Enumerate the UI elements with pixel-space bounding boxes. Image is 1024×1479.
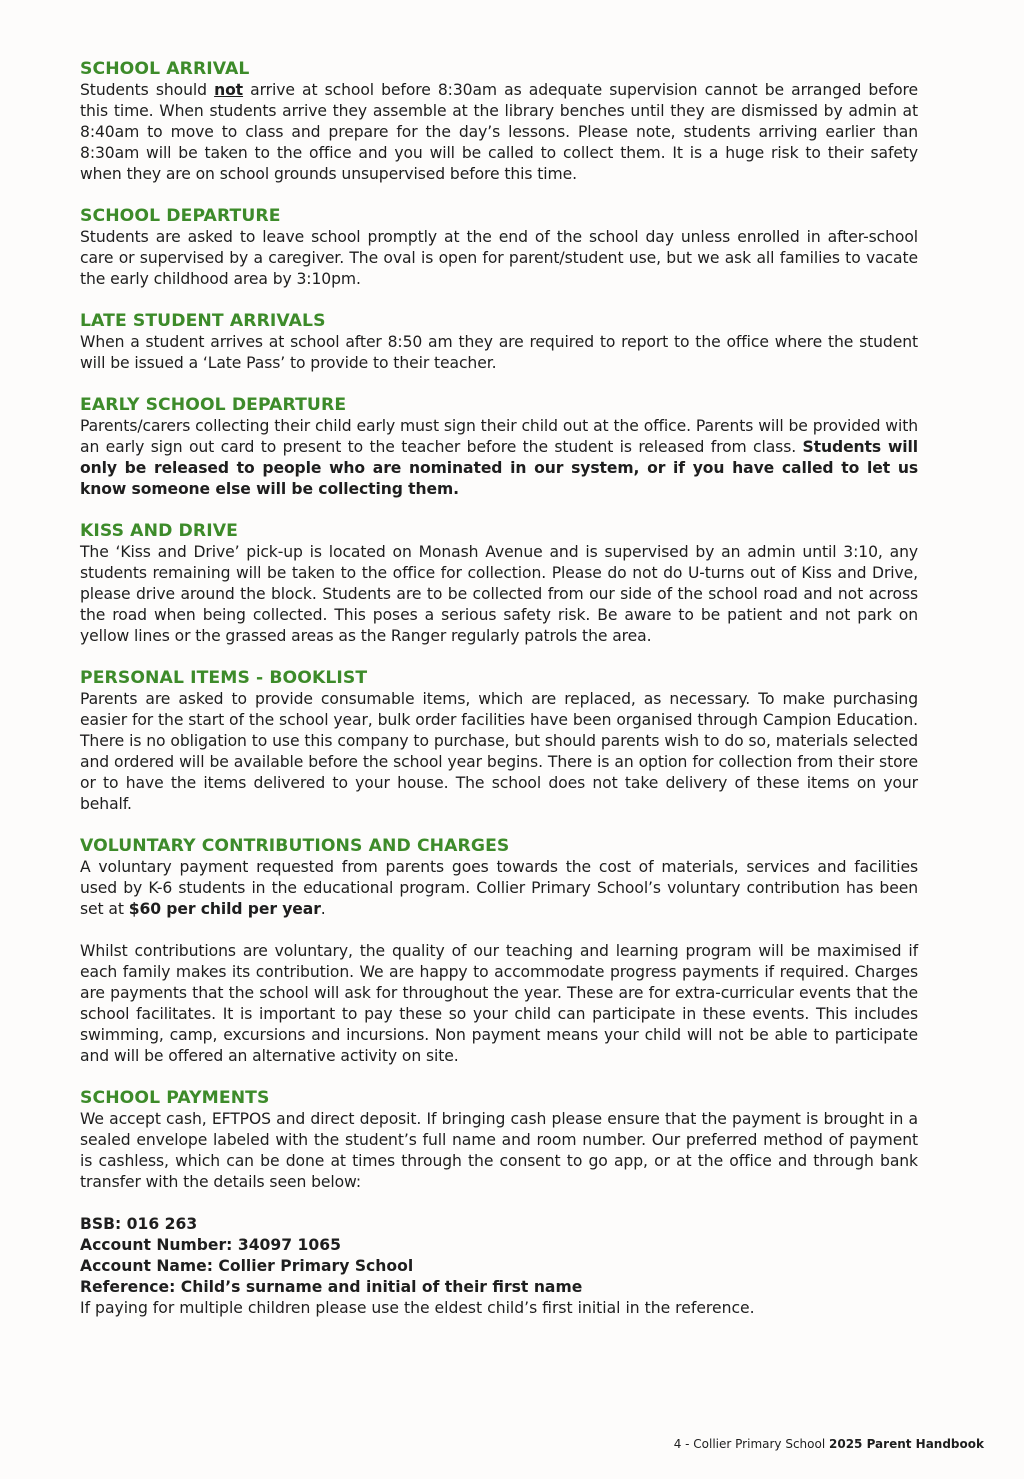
section-paragraph — [80, 416, 918, 500]
multiple-children-note: If paying for multiple children please use the eldest child’s first initial in the reference. — [80, 1299, 755, 1317]
footer-handbook-title: 2025 Parent Handbook — [829, 1437, 984, 1451]
payment-reference: Reference: Child’s surname and initial of their first name — [80, 1278, 583, 1296]
section-heading: EARLY SCHOOL DEPARTURE — [80, 395, 347, 415]
section-school-payments — [80, 1087, 918, 1319]
paragraph-text: Parents/carers collecting their child early must sign their child out at the office. Parents will be provided with an early sign out card to present to the teacher before the student is released from class. — [80, 417, 918, 456]
section-personal-items-booklist — [80, 667, 918, 815]
section-paragraph: Parents are asked to provide consumable items, which are replaced, as necessary. To make purchasing easier for the start of the school year, bulk order facilities have been organised through Campion Education. There is no obligation to use this company to purchase, but should parents wish to do so, materials selected and ordered will be available before the school year begins. There is an option for collection from their store or to have the items delivered to your house. The school does not take delivery of these items on your behalf. — [80, 690, 918, 813]
section-school-departure — [80, 205, 918, 290]
section-paragraph: We accept cash, EFTPOS and direct deposit. If bringing cash please ensure that the payment is brought in a sealed envelope labeled with the student’s full name and room number. Our preferred method of payment is cashless, which can be done at times through the consent to go app, or at the office and through bank transfer with the details seen below: — [80, 1110, 918, 1191]
section-paragraph — [80, 80, 918, 185]
bank-details — [80, 1214, 918, 1319]
section-paragraph — [80, 857, 918, 920]
emphasis-text: not — [214, 81, 244, 99]
section-late-student-arrivals — [80, 310, 918, 374]
paragraph-text: A voluntary payment requested from parents goes towards the cost of materials, services and facilities used by K-6 students in the educational program. Collier Primary School’s voluntary contribution has been set at — [80, 858, 918, 918]
page-footer — [674, 1436, 984, 1452]
section-heading: SCHOOL PAYMENTS — [80, 1088, 270, 1108]
section-heading: PERSONAL ITEMS - BOOKLIST — [80, 668, 368, 688]
section-heading: VOLUNTARY CONTRIBUTIONS AND CHARGES — [80, 836, 510, 856]
section-kiss-and-drive — [80, 520, 918, 647]
handbook-page — [80, 58, 918, 1339]
section-school-arrival — [80, 58, 918, 185]
section-paragraph: When a student arrives at school after 8:50 am they are required to report to the office where the student will be issued a ‘Late Pass’ to provide to their teacher. — [80, 333, 918, 372]
account-number: Account Number: 34097 1065 — [80, 1236, 341, 1254]
paragraph-text: arrive at school before 8:30am as adequate supervision cannot be arranged before this time. When students arrive they assemble at the library benches until they are dismissed by admin at 8:40am to move to class and prepare for the day’s lessons. Please note, students arriving earlier than 8:30am will be taken to the office and you will be called to collect them. It is a huge risk to their safety when they are on school grounds unsupervised before this time. — [80, 81, 918, 183]
section-paragraph: Students are asked to leave school promptly at the end of the school day unless enrolled in after-school care or supervised by a caregiver. The oval is open for parent/student use, but we ask all families to vacate the early childhood area by 3:10pm. — [80, 228, 918, 288]
section-heading: SCHOOL ARRIVAL — [80, 59, 250, 79]
section-heading: KISS AND DRIVE — [80, 521, 238, 541]
footer-page-label: 4 - Collier Primary School — [673, 1437, 829, 1451]
bsb: BSB: 016 263 — [80, 1215, 198, 1233]
section-paragraph: Whilst contributions are voluntary, the quality of our teaching and learning program will be maximised if each family makes its contribution. We are happy to accommodate progress payments if required. Charges are payments that the school will ask for throughout the year. These are for extra-curricular events that the school facilitates. It is important to pay these so your child can participate in these events. This includes swimming, camp, excursions and incursions. Non payment means your child will not be able to participate and will be offered an alternative activity on site. — [80, 942, 918, 1065]
bold-text: $60 per child per year — [128, 900, 321, 918]
bold-text: Students will only be released to people who are nominated in our system, or if you have called to let us know someone else will be collecting them. — [80, 438, 919, 498]
section-voluntary-contributions — [80, 835, 918, 1067]
paragraph-text: . — [320, 900, 326, 918]
section-paragraph: The ‘Kiss and Drive’ pick-up is located on Monash Avenue and is supervised by an admin until 3:10, any students remaining will be taken to the office for collection. Please do not do U-turns out of Kiss and Drive, please drive around the block. Students are to be collected from our side of the school road and not across the road when being collected. This poses a serious safety risk. Be aware to be patient and not park on yellow lines or the grassed areas as the Ranger regularly patrols the area. — [80, 543, 918, 645]
section-early-school-departure — [80, 394, 918, 500]
paragraph-text: Students should — [80, 81, 215, 99]
section-heading: SCHOOL DEPARTURE — [80, 206, 281, 226]
section-heading: LATE STUDENT ARRIVALS — [80, 311, 326, 331]
account-name: Account Name: Collier Primary School — [80, 1257, 414, 1275]
